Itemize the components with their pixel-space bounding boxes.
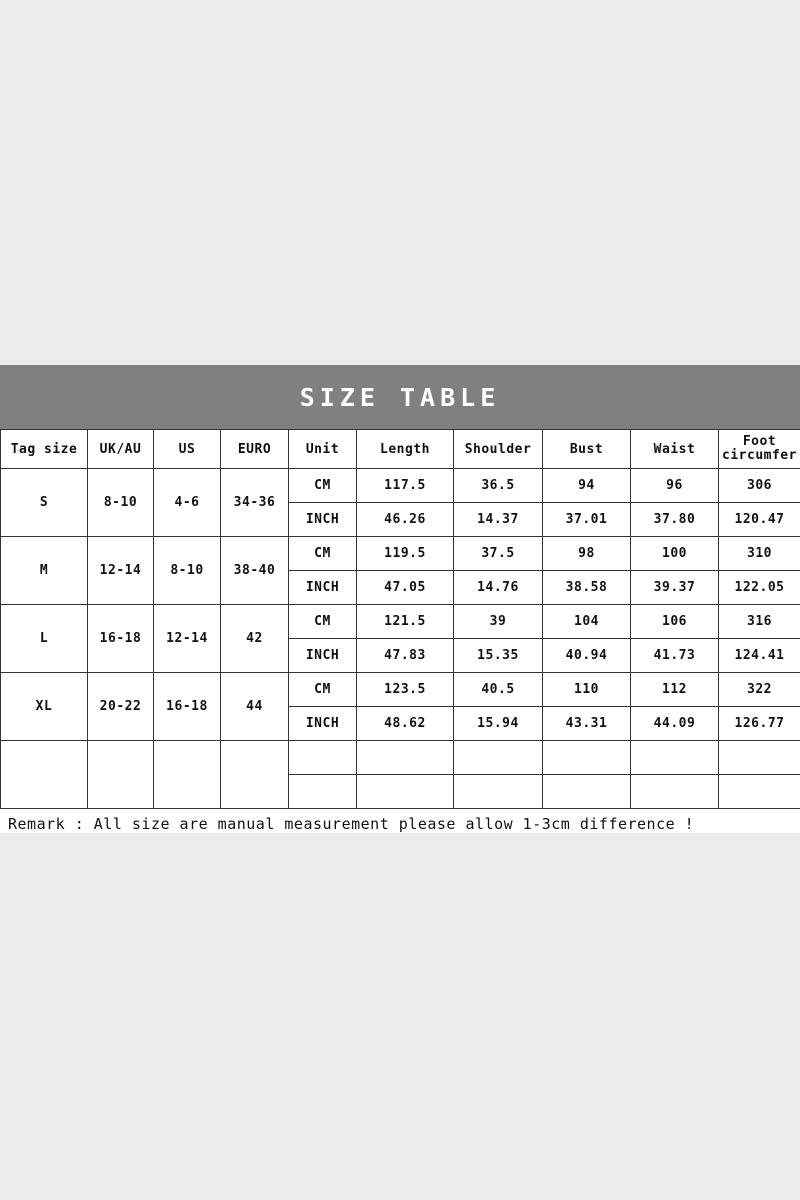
cell-foot-circumference: 126.77 xyxy=(719,707,800,741)
cell-length: 46.26 xyxy=(357,503,454,537)
cell-empty xyxy=(357,775,454,809)
cell-uk-au: 8-10 xyxy=(88,469,154,537)
page-title: SIZE TABLE xyxy=(299,382,501,412)
cell-foot-circumference: 124.41 xyxy=(719,639,800,673)
cell-unit: INCH xyxy=(289,503,357,537)
cell-bust: 98 xyxy=(543,537,631,571)
column-header-foot-circumference: Foot circumfer xyxy=(719,430,800,469)
cell-unit: CM xyxy=(289,605,357,639)
cell-foot-circumference: 310 xyxy=(719,537,800,571)
cell-shoulder: 14.76 xyxy=(454,571,543,605)
cell-empty xyxy=(289,775,357,809)
cell-empty xyxy=(154,741,221,809)
table-row-empty xyxy=(1,741,800,775)
cell-waist: 96 xyxy=(631,469,719,503)
remark-note: Remark : All size are manual measurement please allow 1-3cm difference ! xyxy=(8,815,695,833)
cell-uk-au: 16-18 xyxy=(88,605,154,673)
remark-container xyxy=(0,809,800,833)
cell-shoulder: 39 xyxy=(454,605,543,639)
cell-unit: INCH xyxy=(289,639,357,673)
cell-empty xyxy=(454,741,543,775)
cell-foot-circumference: 306 xyxy=(719,469,800,503)
cell-length: 117.5 xyxy=(357,469,454,503)
cell-us: 4-6 xyxy=(154,469,221,537)
cell-length: 121.5 xyxy=(357,605,454,639)
table-row xyxy=(1,537,800,571)
column-header-waist: Waist xyxy=(631,430,719,469)
cell-bust: 110 xyxy=(543,673,631,707)
column-header-tag-size: Tag size xyxy=(1,430,88,469)
cell-bust: 38.58 xyxy=(543,571,631,605)
cell-us: 12-14 xyxy=(154,605,221,673)
table-header-row xyxy=(1,430,800,469)
cell-tag-size: S xyxy=(1,469,88,537)
cell-length: 119.5 xyxy=(357,537,454,571)
cell-shoulder: 36.5 xyxy=(454,469,543,503)
cell-bust: 37.01 xyxy=(543,503,631,537)
cell-foot-circumference: 120.47 xyxy=(719,503,800,537)
cell-waist: 106 xyxy=(631,605,719,639)
column-header-us: US xyxy=(154,430,221,469)
cell-foot-circumference: 322 xyxy=(719,673,800,707)
cell-uk-au: 12-14 xyxy=(88,537,154,605)
cell-empty xyxy=(1,741,88,809)
cell-waist: 112 xyxy=(631,673,719,707)
cell-bust: 40.94 xyxy=(543,639,631,673)
cell-foot-circumference: 316 xyxy=(719,605,800,639)
cell-length: 47.05 xyxy=(357,571,454,605)
cell-empty xyxy=(543,775,631,809)
column-header-uk-au: UK/AU xyxy=(88,430,154,469)
cell-euro: 42 xyxy=(221,605,289,673)
cell-empty xyxy=(221,741,289,809)
cell-euro: 34-36 xyxy=(221,469,289,537)
cell-empty xyxy=(719,775,800,809)
cell-tag-size: M xyxy=(1,537,88,605)
cell-waist: 100 xyxy=(631,537,719,571)
table-row xyxy=(1,673,800,707)
cell-shoulder: 37.5 xyxy=(454,537,543,571)
cell-bust: 104 xyxy=(543,605,631,639)
cell-waist: 37.80 xyxy=(631,503,719,537)
cell-empty xyxy=(631,741,719,775)
cell-bust: 94 xyxy=(543,469,631,503)
column-header-euro: EURO xyxy=(221,430,289,469)
table-body xyxy=(1,469,800,809)
cell-euro: 44 xyxy=(221,673,289,741)
chart-title-bar xyxy=(0,365,800,429)
cell-unit: CM xyxy=(289,537,357,571)
cell-tag-size: L xyxy=(1,605,88,673)
cell-waist: 41.73 xyxy=(631,639,719,673)
cell-tag-size: XL xyxy=(1,673,88,741)
cell-unit: INCH xyxy=(289,707,357,741)
cell-length: 48.62 xyxy=(357,707,454,741)
cell-us: 8-10 xyxy=(154,537,221,605)
table-row xyxy=(1,605,800,639)
column-header-length: Length xyxy=(357,430,454,469)
cell-shoulder: 40.5 xyxy=(454,673,543,707)
column-header-bust: Bust xyxy=(543,430,631,469)
cell-euro: 38-40 xyxy=(221,537,289,605)
cell-unit: CM xyxy=(289,673,357,707)
cell-shoulder: 14.37 xyxy=(454,503,543,537)
cell-waist: 39.37 xyxy=(631,571,719,605)
cell-uk-au: 20-22 xyxy=(88,673,154,741)
cell-length: 47.83 xyxy=(357,639,454,673)
size-chart xyxy=(0,365,800,833)
cell-shoulder: 15.35 xyxy=(454,639,543,673)
cell-empty xyxy=(357,741,454,775)
cell-unit: INCH xyxy=(289,571,357,605)
table-header xyxy=(1,430,800,469)
cell-empty xyxy=(88,741,154,809)
cell-us: 16-18 xyxy=(154,673,221,741)
cell-empty xyxy=(543,741,631,775)
cell-foot-circumference: 122.05 xyxy=(719,571,800,605)
size-table xyxy=(0,429,800,809)
cell-empty xyxy=(454,775,543,809)
column-header-shoulder: Shoulder xyxy=(454,430,543,469)
cell-waist: 44.09 xyxy=(631,707,719,741)
cell-empty xyxy=(289,741,357,775)
cell-unit: CM xyxy=(289,469,357,503)
column-header-unit: Unit xyxy=(289,430,357,469)
cell-empty xyxy=(719,741,800,775)
cell-shoulder: 15.94 xyxy=(454,707,543,741)
cell-empty xyxy=(631,775,719,809)
table-row xyxy=(1,469,800,503)
cell-bust: 43.31 xyxy=(543,707,631,741)
cell-length: 123.5 xyxy=(357,673,454,707)
